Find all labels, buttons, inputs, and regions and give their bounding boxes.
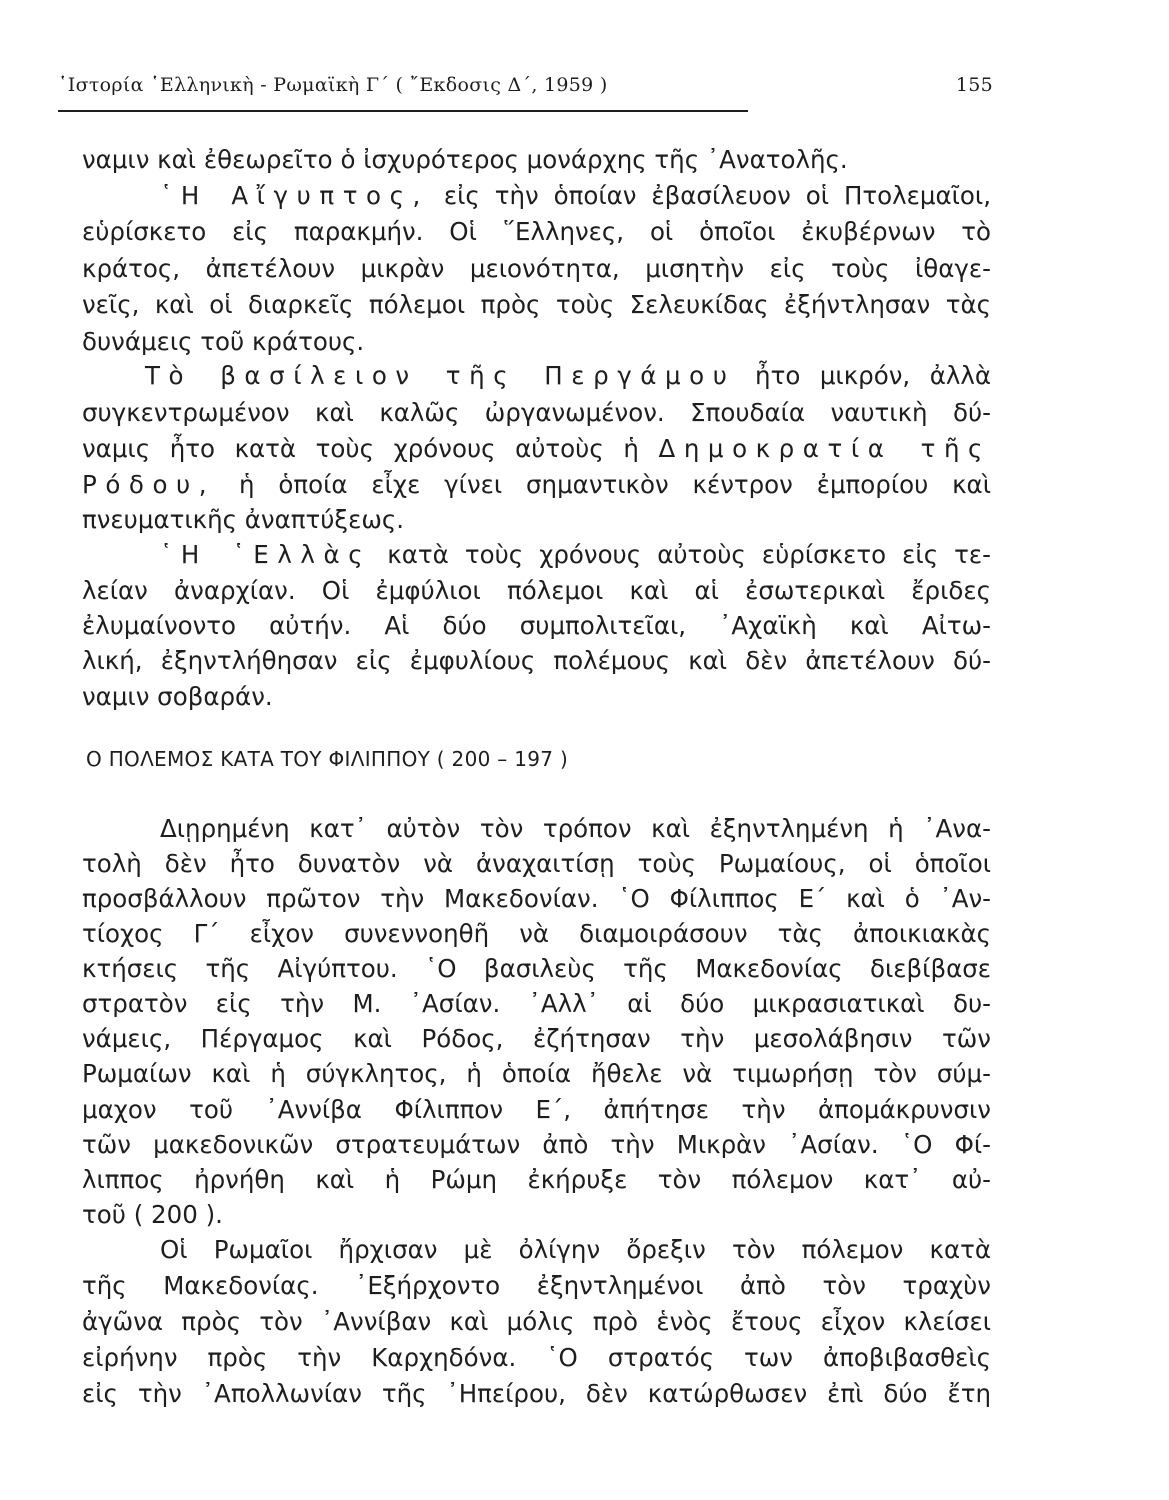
text-span: ναμις ἦτο κατὰ τοὺς χρόνους αὐτοὺς ἡ bbox=[82, 434, 659, 463]
text-line: τολὴ δὲν ἦτο δυνατὸν νὰ ἀναχαιτίσῃ τοὺς Ρωμαίους, οἱ ὁποῖοι bbox=[82, 849, 991, 878]
text-line: προσβάλλουν πρῶτον τὴν Μακεδονίαν. ῾Ο Φίλιππος Ε΄ καὶ ὁ ᾿Αν- bbox=[82, 884, 991, 913]
text-line: λιππος ἠρνήθη καὶ ἡ Ρώμη ἐκήρυξε τὸν πόλεμον κατ᾿ αὐ- bbox=[82, 1165, 991, 1194]
text-span: κατὰ τοὺς χρόνους αὐτοὺς εὑρίσκετο εἰς τε- bbox=[371, 540, 991, 569]
text-line: Διῃρημένη κατ᾿ αὐτὸν τὸν τρόπον καὶ ἐξηντλημένη ἡ ᾿Ανα- bbox=[160, 814, 991, 843]
text-span: ἦτο μικρόν, ἀλλὰ bbox=[735, 361, 991, 390]
book-title: ῾Ιστορία ῾Ελληνικὴ - Ρωμαϊκὴ Γ΄ ( ῎Εκδοσις Δ΄, 1959 ) bbox=[58, 74, 608, 96]
text-line: μαχον τοῦ ᾿Αννίβα Φίλιππον Ε΄, ἀπήτησε τὴν ἀπομάκρυνσιν bbox=[82, 1095, 991, 1124]
spaced-term: ῾Η Αἴγυπτος, bbox=[160, 181, 429, 210]
text-line: κτήσεις τῆς Αἰγύπτου. ῾Ο βασιλεὺς τῆς Μακεδονίας διεβίβασε bbox=[82, 954, 991, 983]
spaced-term: Δημοκρατία τῆς bbox=[658, 434, 991, 463]
text-line: εἰρήνην πρὸς τὴν Καρχηδόνα. ῾Ο στρατός των ἀποβιβασθεὶς bbox=[82, 1343, 991, 1372]
spaced-term: ῾Η ῾Ελλὰς bbox=[160, 540, 372, 569]
spaced-term: Ρόδου, bbox=[82, 470, 216, 499]
text-line: τῆς Μακεδονίας. ᾿Εξήρχοντο ἐξηντλημένοι ἀπὸ τὸν τραχὺν bbox=[82, 1271, 991, 1300]
text-line bbox=[160, 538, 991, 572]
text-line: ἀγῶνα πρὸς τὸν ᾿Αννίβαν καὶ μόλις πρὸ ἑνὸς ἔτους εἶχον κλείσει bbox=[82, 1307, 991, 1336]
text-line: εὑρίσκετο εἰς παρακμήν. Οἱ ῞Ελληνες, οἱ ὁποῖοι ἐκυβέρνων τὸ bbox=[82, 217, 991, 246]
text-line: τῶν μακεδονικῶν στρατευμάτων ἀπὸ τὴν Μικρὰν ᾿Ασίαν. ῾Ο Φί- bbox=[82, 1130, 991, 1159]
text-line bbox=[145, 359, 991, 393]
text-line: εἰς τὴν ᾿Απολλωνίαν τῆς ᾿Ηπείρου, δὲν κατώρθωσεν ἐπὶ δύο ἔτη bbox=[82, 1379, 991, 1408]
text-line: πνευματικῆς ἀναπτύξεως. bbox=[82, 505, 405, 534]
text-line: Ρωμαίων καὶ ἡ σύγκλητος, ἡ ὁποία ἤθελε νὰ τιμωρήσῃ τὸν σύμ- bbox=[82, 1059, 991, 1088]
text-line: λείαν ἀναρχίαν. Οἱ ἐμφύλιοι πόλεμοι καὶ αἱ ἐσωτερικαὶ ἔριδες bbox=[82, 576, 991, 605]
text-line: Οἱ Ρωμαῖοι ἤρχισαν μὲ ὀλίγην ὄρεξιν τὸν πόλεμον κατὰ bbox=[160, 1235, 991, 1264]
text-line: ναμιν καὶ ἐθεωρεῖτο ὁ ἰσχυρότερος μονάρχης τῆς ᾿Ανατολῆς. bbox=[82, 145, 848, 174]
text-span: ἡ ὁποία εἶχε γίνει σημαντικὸν κέντρον ἐμπορίου καὶ bbox=[215, 470, 991, 499]
text-line bbox=[82, 432, 991, 466]
text-line: ναμιν σοβαράν. bbox=[82, 682, 273, 711]
text-line: συγκεντρωμένον καὶ καλῶς ὠργανωμένον. Σπουδαία ναυτικὴ δύ- bbox=[82, 398, 991, 427]
spaced-term: Τὸ βασίλειον τῆς Περγάμου bbox=[145, 361, 736, 390]
text-line: ἐλυμαίνοντο αὐτήν. Αἱ δύο συμπολιτεῖαι, ᾿Αχαϊκὴ καὶ Αἰτω- bbox=[82, 611, 991, 640]
text-span: εἰς τὴν ὁποίαν ἐβασίλευον οἱ Πτολεμαῖοι, bbox=[428, 181, 991, 210]
text-line bbox=[160, 179, 991, 213]
header-rule bbox=[58, 110, 748, 112]
text-line: δυνάμεις τοῦ κράτους. bbox=[82, 327, 365, 356]
text-line: νάμεις, Πέργαμος καὶ Ρόδος, ἐζήτησαν τὴν μεσολάβησιν τῶν bbox=[82, 1024, 991, 1053]
running-header bbox=[58, 74, 993, 104]
text-line bbox=[82, 468, 991, 502]
text-line: τίοχος Γ΄ εἶχον συνεννοηθῆ νὰ διαμοιράσουν τὰς ἀποικιακὰς bbox=[82, 919, 991, 948]
text-line: στρατὸν εἰς τὴν Μ. ᾿Ασίαν. ᾿Αλλ᾿ αἱ δύο μικρασιατικαὶ δυ- bbox=[82, 989, 991, 1018]
section-heading: Ο ΠΟΛΕΜΟΣ ΚΑΤΑ ΤΟΥ ΦΙΛΙΠΠΟΥ ( 200 – 197 ) bbox=[86, 747, 569, 771]
page-number: 155 bbox=[955, 74, 993, 96]
text-line: κράτος, ἀπετέλουν μικρὰν μειονότητα, μισητὴν εἰς τοὺς ἰθαγε- bbox=[82, 254, 991, 283]
text-line: νεῖς, καὶ οἱ διαρκεῖς πόλεμοι πρὸς τοὺς Σελευκίδας ἐξήντλησαν τὰς bbox=[82, 290, 991, 319]
text-line: τοῦ ( 200 ). bbox=[82, 1200, 223, 1229]
text-line: λική, ἐξηντλήθησαν εἰς ἐμφυλίους πολέμους καὶ δὲν ἀπετέλουν δύ- bbox=[82, 646, 991, 675]
